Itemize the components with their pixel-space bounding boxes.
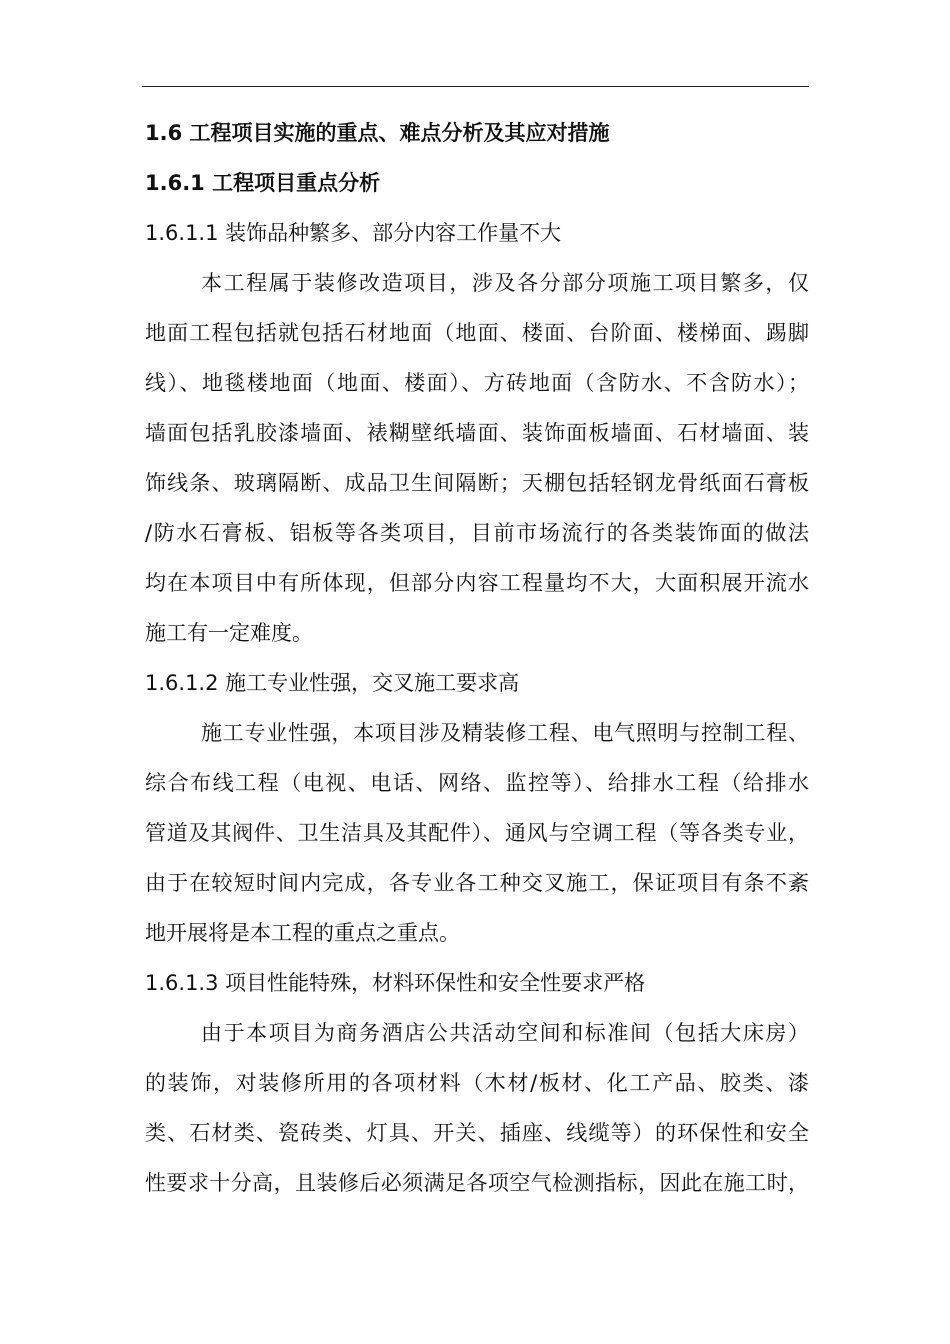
section-heading-1-6-1: 1.6.1 工程项目重点分析 [145,171,381,195]
paragraph-line: 综合布线工程（电视、电话、网络、监控等）、给排水工程（给排水 [145,771,809,795]
document-body [145,108,809,1208]
paragraph-line: 由于本项目为商务酒店公共活动空间和标准间（包括大床房） [201,1021,809,1045]
paragraph-line: 地开展将是本工程的重点之重点。 [145,921,460,945]
paragraph-line: 本工程属于装修改造项目，涉及各分部分项施工项目繁多，仅 [201,271,809,295]
paragraph-line: 类、石材类、瓷砖类、灯具、开关、插座、线缆等）的环保性和安全 [145,1121,809,1145]
paragraph-line: /防水石膏板、铝板等各类项目，目前市场流行的各类装饰面的做法 [145,521,809,545]
paragraph-line: 施工有一定难度。 [145,621,313,645]
subsection-title-1-6-1-3: 1.6.1.3 项目性能特殊，材料环保性和安全性要求严格 [145,971,646,995]
paragraph-line: 性要求十分高，且装修后必须满足各项空气检测指标，因此在施工时， [145,1171,809,1195]
subsection-title-1-6-1-2: 1.6.1.2 施工专业性强，交叉施工要求高 [145,671,520,695]
paragraph-line: 墙面包括乳胶漆墙面、裱糊壁纸墙面、装饰面板墙面、石材墙面、装 [145,421,809,445]
paragraph-line: 施工专业性强，本项目涉及精装修工程、电气照明与控制工程、 [201,721,809,745]
paragraph-line: 线）、地毯楼地面（地面、楼面）、方砖地面（含防水、不含防水）； [145,371,809,395]
paragraph-line: 均在本项目中有所体现，但部分内容工程量均不大，大面积展开流水 [145,571,809,595]
paragraph-line: 由于在较短时间内完成，各专业各工种交叉施工，保证项目有条不紊 [145,871,809,895]
paragraph-line: 管道及其阀件、卫生洁具及其配件）、通风与空调工程（等各类专业， [145,821,809,845]
subsection-title-1-6-1-1: 1.6.1.1 装饰品种繁多、部分内容工作量不大 [145,221,562,245]
paragraph-line: 地面工程包括就包括石材地面（地面、楼面、台阶面、楼梯面、踢脚 [145,321,809,345]
paragraph-line: 饰线条、玻璃隔断、成品卫生间隔断；天棚包括轻钢龙骨纸面石膏板 [145,471,809,495]
header-rule [142,86,809,87]
section-heading-1-6: 1.6 工程项目实施的重点、难点分析及其应对措施 [145,121,610,145]
paragraph-line: 的装饰，对装修所用的各项材料（木材/板材、化工产品、胶类、漆 [145,1071,809,1095]
